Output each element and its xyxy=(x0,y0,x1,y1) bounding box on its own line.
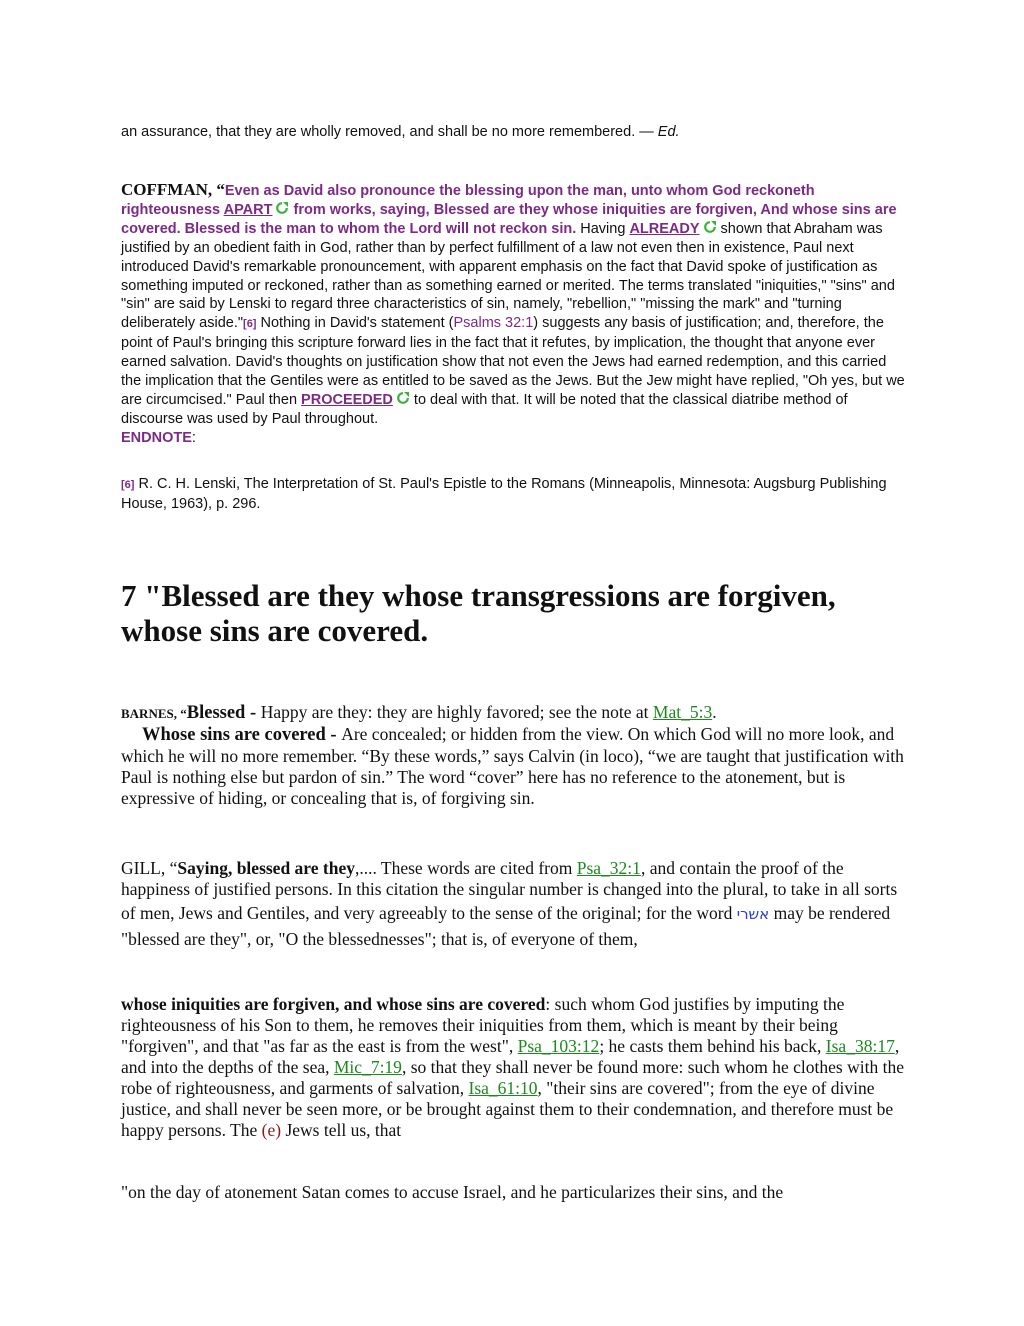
barnes-commentary xyxy=(121,702,906,809)
psalms-reference[interactable]: Psalms 32:1 xyxy=(453,315,534,332)
continuation-text: an assurance, that they are wholly removed, and shall be no more remembered. — xyxy=(121,124,658,140)
scripture-quote-cont: from works, saying, Blessed are they whose iniquities are forgiven, And whose sins are covered. Blessed is the man to whom the Lord will not reckon sin. xyxy=(121,201,897,237)
coffman-text-3: Nothing in David's statement ( xyxy=(256,315,454,332)
hebrew-word: אשרי xyxy=(736,905,770,923)
footnote-text: R. C. H. Lenski, The Interpretation of St. Paul's Epistle to the Romans (Minneapolis, Minnesota: Augsburg Publishing House, 1963), p. 296. xyxy=(121,476,887,512)
gill-commentary xyxy=(121,858,906,952)
proceeded-link[interactable]: PROCEEDED xyxy=(301,391,393,408)
psa32-link[interactable]: Psa_32:1 xyxy=(576,858,641,878)
isa38-link[interactable]: Isa_38:17 xyxy=(825,1036,895,1056)
barnes-text-2: . xyxy=(712,702,717,722)
footnote-reference: [6] xyxy=(121,479,135,491)
coffman-text-5: to deal with that. It will be noted that the classical diatribe method of discourse was used by Paul throughout. xyxy=(121,391,848,427)
editor-mark: Ed. xyxy=(657,124,680,140)
barnes-text-3: Are concealed; or hidden from the view. On which God will no more look, and which he will no more remember. “By these words,” says Calvin (in loco), “we are taught that justification with Paul is nothing else but pardon of sin.” The word “cover” here has no reference to the atonement, but is expressive of hiding, or concealing that is, of forgiving sin. xyxy=(121,724,904,808)
gill-text-4: : such whom God justifies by imputing the righteousness of his Son to them, he removes their iniquities from them, which is meant by their being "forgiven", and that "as far as the east is from the west", xyxy=(121,994,845,1056)
commentator-label: COFFMAN, “ xyxy=(121,180,225,199)
isa61-link[interactable]: Isa_61:10 xyxy=(468,1078,538,1098)
barnes-text-1: Happy are they: they are highly favored; see the note at xyxy=(260,702,653,722)
footnote xyxy=(121,475,906,513)
gill-text-3: may be rendered "blessed are they", or, "O the blessednesses"; that is, of everyone of them, xyxy=(121,903,891,949)
note-e-reference[interactable]: (e) xyxy=(261,1120,282,1140)
coffman-text-1: Having xyxy=(576,220,630,237)
term-whose-sins: Whose sins are covered - xyxy=(142,725,342,745)
commentator-label: GILL, “ xyxy=(121,858,178,878)
gill-text-2: , and contain the proof of the happiness of justified persons. In this citation the singular number is changed into the plural, to take in all sorts of men, Jews and Gentiles, and very agreeably to the sense of the original; for the word xyxy=(121,858,898,923)
coffman-text-4: ) suggests any basis of justification; and, therefore, the point of Paul's bringing this scripture forward lies in the fact that it refutes, by implication, the thought that anyone ever earned salvation. David's thoughts on justification show that not even the Jews had earned redemption, and this carried the implication that the Gentiles were as entitled to be saved as the Jews. But the Jew might have replied, "Oh yes, but we are circumcised." Paul then xyxy=(121,315,905,408)
coffman-commentary xyxy=(121,181,906,448)
already-link[interactable]: ALREADY xyxy=(629,220,700,237)
endnote-label: ENDNOTE xyxy=(121,429,192,446)
endnote-colon: : xyxy=(191,429,196,446)
mat-link[interactable]: Mat_5:3 xyxy=(652,702,713,722)
external-link-icon[interactable] xyxy=(703,220,717,234)
mic-link[interactable]: Mic_7:19 xyxy=(333,1057,402,1077)
term-saying: Saying, blessed are they xyxy=(177,858,355,878)
term-whose-iniquities: whose iniquities are forgiven, and whose sins are covered xyxy=(121,994,546,1014)
external-link-icon[interactable] xyxy=(275,201,289,215)
term-blessed: Blessed - xyxy=(186,703,261,723)
gill-text-7: , so that they shall never be found more: such whom he clothes with the robe of righteousness, and garments of salvation, xyxy=(121,1057,904,1098)
gill-quote: "on the day of atonement Satan comes to accuse Israel, and he particularizes their sins, and the xyxy=(121,1182,784,1202)
gill-paragraph-2 xyxy=(121,994,906,1141)
coffman-text-2: shown that Abraham was justified by an obedient faith in God, rather than by perfect fulfillment of a law not even then in existence, Paul next introduced David's remarkable pronouncement, with apparent emphasis on the fact that David spoke of justification as something imputed or reckoned, rather than as something earned or merited. The terms translated "iniquities," "sins" and "sin" are said by Lenski to regard three characteristics of sin, namely, "rebellion," "missing the mark" and "turning deliberately aside." xyxy=(121,220,895,332)
note-reference[interactable]: [6] xyxy=(243,318,257,331)
commentator-label: BARNES, “ xyxy=(121,706,187,721)
gill-text-9: Jews tell us, that xyxy=(281,1120,402,1140)
gill-text-1: ,.... These words are cited from xyxy=(354,858,577,878)
verse-heading: 7 "Blessed are they whose transgressions are forgiven, whose sins are covered. xyxy=(121,578,836,648)
gill-text-6: , and into the depths of the sea, xyxy=(121,1036,900,1077)
external-link-icon[interactable] xyxy=(396,391,410,405)
continuation-line xyxy=(121,123,906,141)
scripture-quote: Even as David also pronounce the blessing upon the man, unto whom God reckoneth righteousness xyxy=(121,183,815,218)
gill-text-5: ; he casts them behind his back, xyxy=(599,1036,826,1056)
gill-text-8: , "their sins are covered"; from the eye of divine justice, and shall never be seen more, or be brought against them to their condemnation, and therefore must be happy persons. The xyxy=(121,1078,894,1140)
apart-link[interactable]: APART xyxy=(223,201,273,218)
psa103-link[interactable]: Psa_103:12 xyxy=(517,1036,600,1056)
